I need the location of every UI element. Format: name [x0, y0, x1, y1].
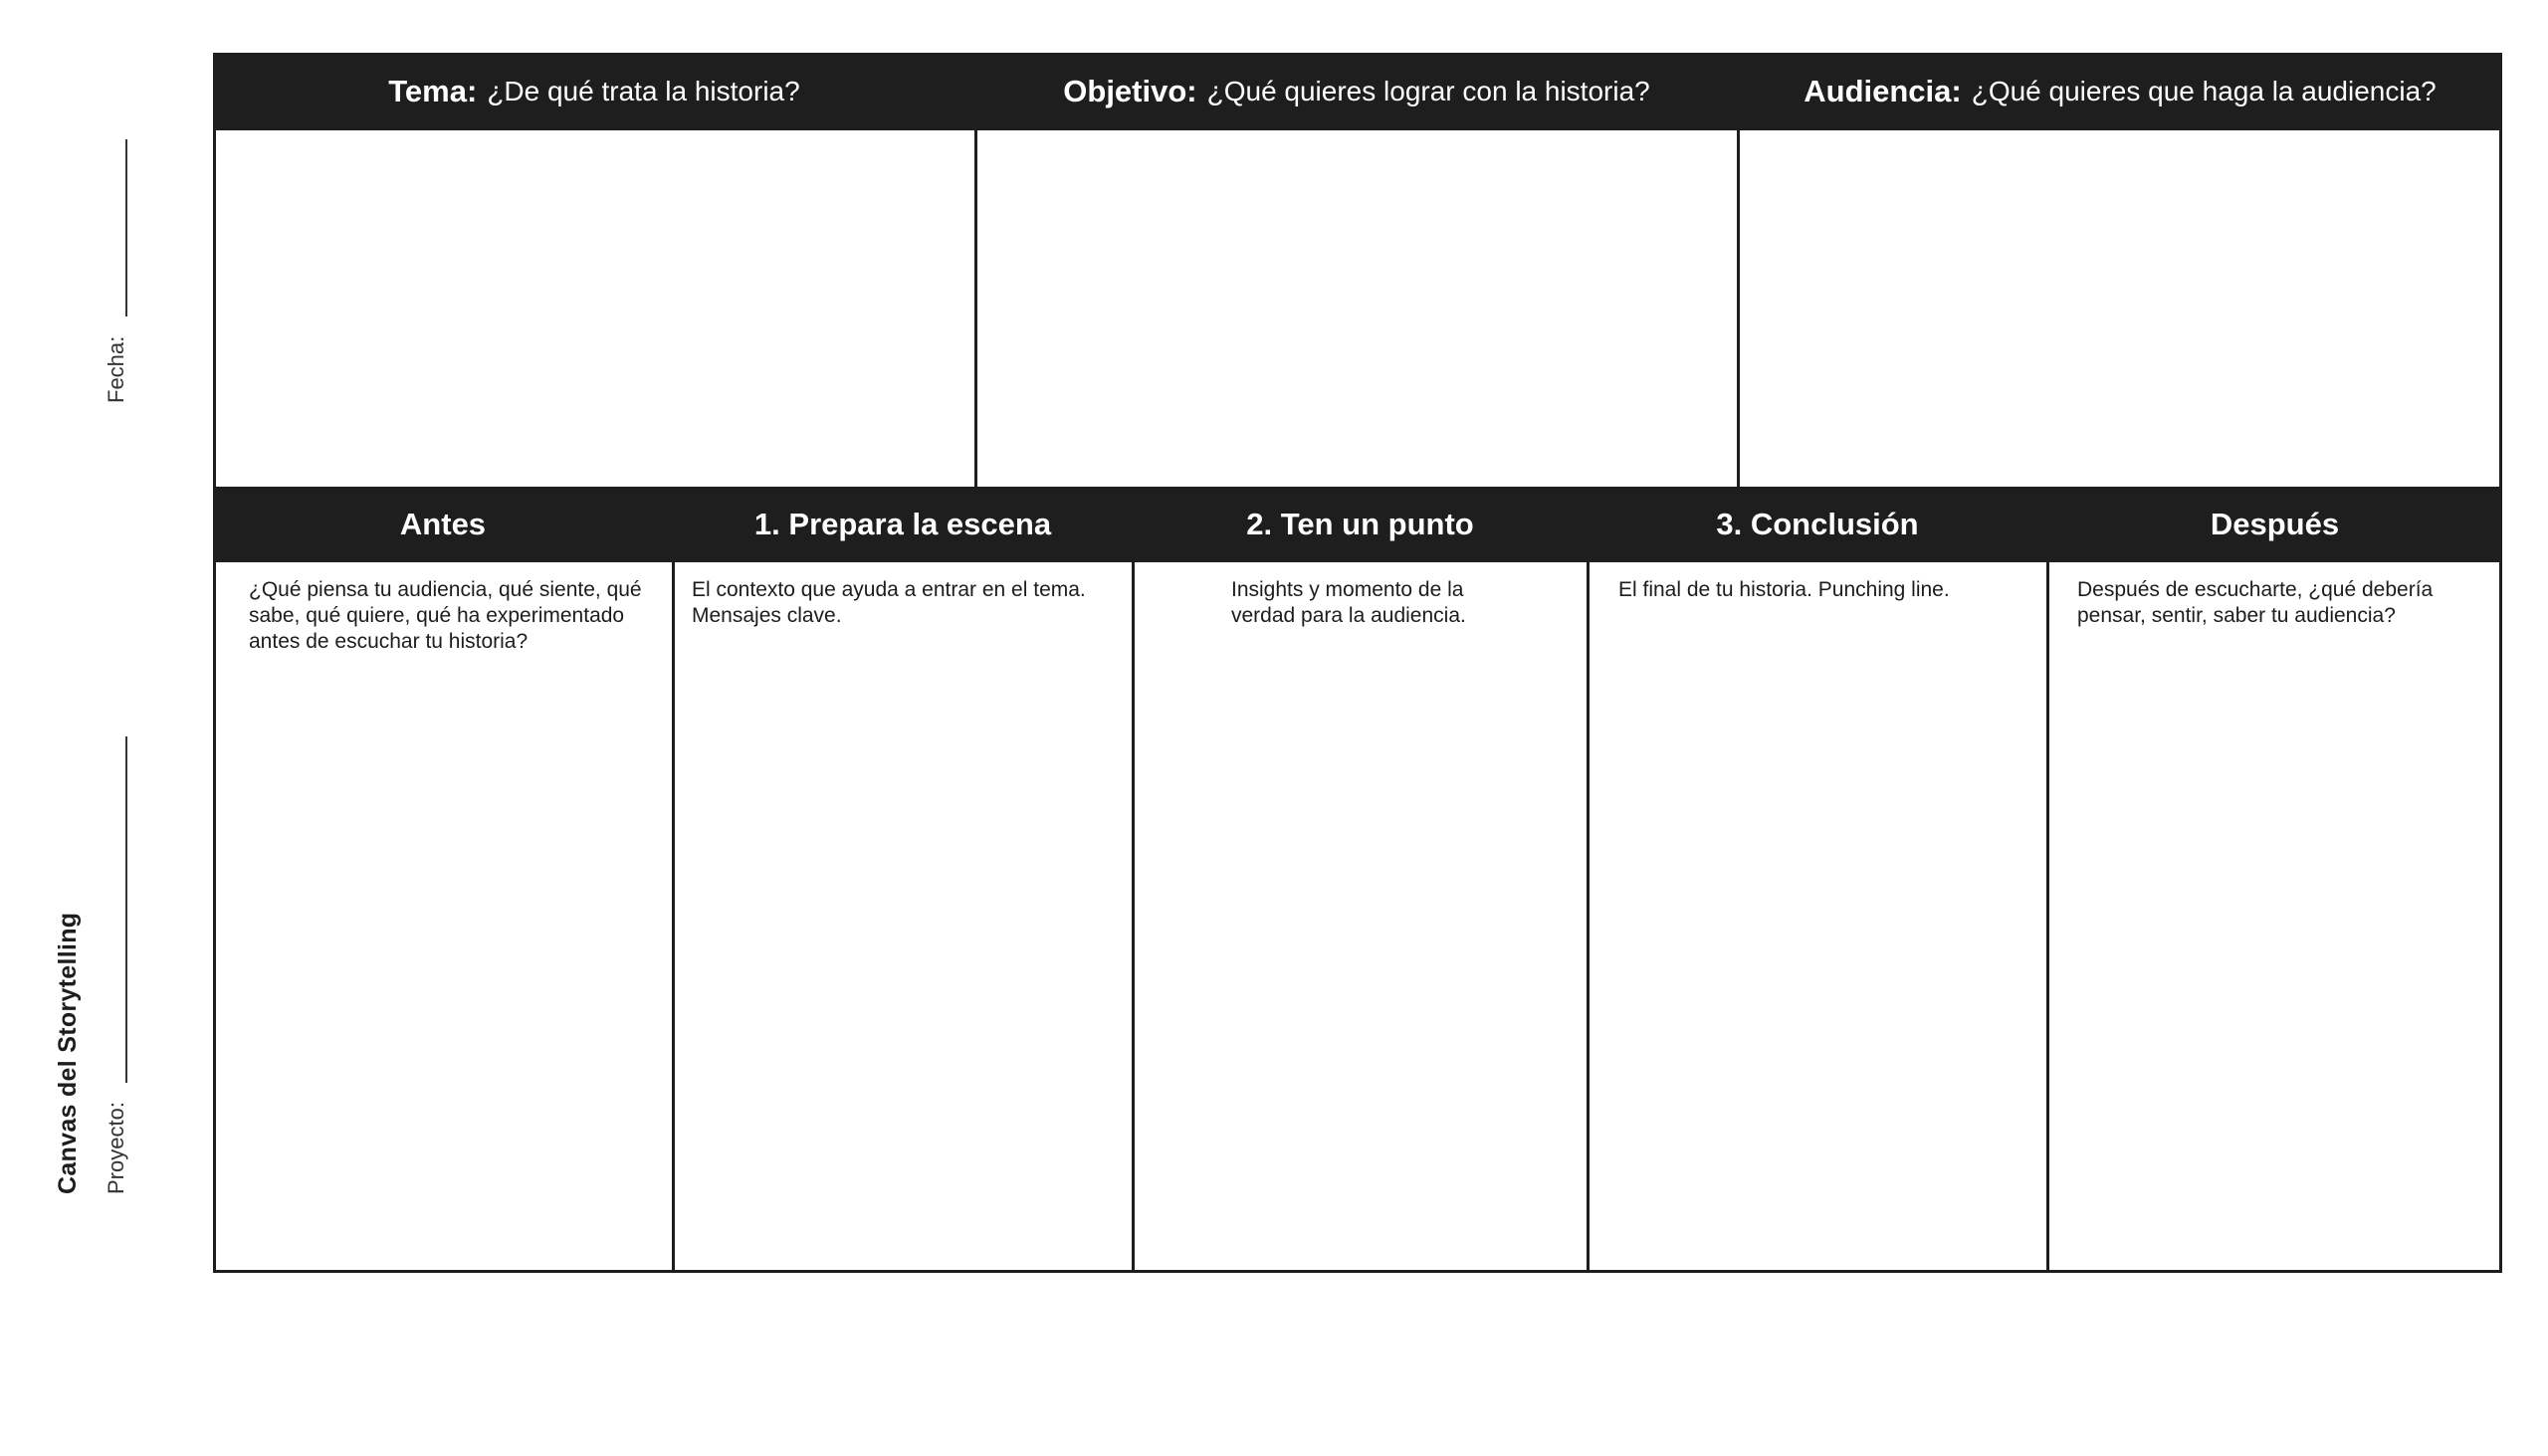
top-header-bar	[213, 53, 2502, 130]
prepara-title: 1. Prepara la escena	[753, 507, 1052, 541]
tema-label: Tema:	[388, 74, 478, 108]
punto-description: Insights y momento de la verdad para la audiencia.	[1231, 578, 1466, 627]
tema-question: ¿De qué trata la historia?	[487, 76, 800, 106]
proyecto-line[interactable]	[125, 736, 127, 1083]
audiencia-label: Audiencia:	[1804, 74, 1962, 108]
prepara-input-area[interactable]	[675, 562, 1132, 1270]
antes-description: ¿Qué piensa tu audiencia, qué siente, qué sabe, qué quiere, qué ha experimentado antes de escuchar tu historia?	[249, 578, 642, 653]
despues-title: Después	[2210, 507, 2340, 541]
antes-title: Antes	[399, 507, 487, 541]
punto-input-area[interactable]	[1135, 562, 1587, 1270]
canvas-title: Canvas del Storytelling	[54, 912, 82, 1194]
bottom-header-bar	[213, 487, 2502, 562]
antes-input-area[interactable]	[216, 562, 672, 1270]
audiencia-header	[1738, 53, 2502, 130]
audiencia-input-area[interactable]	[1740, 130, 2499, 487]
audiencia-question: ¿Qué quieres que haga la audiencia?	[1971, 76, 2437, 106]
prepara-description: El contexto que ayuda a entrar en el tema. Mensajes clave.	[692, 578, 1086, 627]
proyecto-label: Proyecto:	[104, 1102, 128, 1194]
despues-input-area[interactable]	[2049, 562, 2499, 1270]
despues-description: Después de escucharte, ¿qué debería pensar, sentir, saber tu audiencia?	[2077, 578, 2434, 627]
fecha-label: Fecha:	[104, 335, 128, 403]
tema-input-area[interactable]	[216, 130, 974, 487]
conclusion-description: El final de tu historia. Punching line.	[1618, 578, 1950, 601]
objetivo-question: ¿Qué quieres lograr con la historia?	[1206, 76, 1650, 106]
fecha-line[interactable]	[125, 139, 127, 316]
objetivo-header	[975, 53, 1738, 130]
conclusion-input-area[interactable]	[1590, 562, 2046, 1270]
punto-title: 2. Ten un punto	[1246, 507, 1474, 541]
objetivo-label: Objetivo:	[1063, 74, 1197, 108]
conclusion-title: 3. Conclusión	[1716, 507, 1919, 541]
objetivo-input-area[interactable]	[977, 130, 1736, 487]
tema-header	[213, 53, 975, 130]
